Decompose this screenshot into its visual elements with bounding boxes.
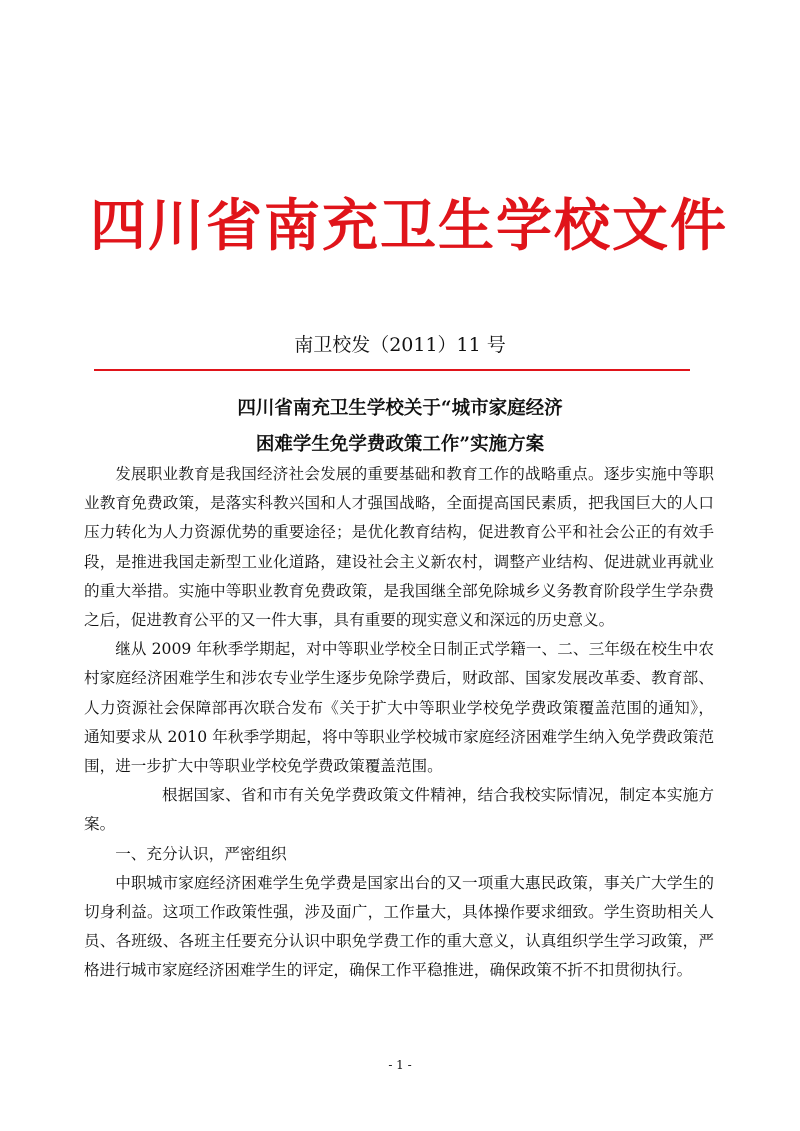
header-divider xyxy=(94,369,690,371)
subject-title-line-1: 四川省南充卫生学校关于“城市家庭经济 xyxy=(237,398,563,419)
body-paragraph-basis: 根据国家、省和市有关免学费政策文件精神，结合我校实际情况，制定本实施方案。 xyxy=(84,786,714,834)
body-paragraph-section-1: 中职城市家庭经济困难学生免学费是国家出台的又一项重大惠民政策，事关广大学生的切身利益。这项工作政策性强，涉及面广，工作量大，具体操作要求细致。学生资助相关人员、各班级、各班主任要充分认识中职免学费工作的重大意义，认真组织学生学习政策，严格进行城市家庭经济困难学生的评定，确保工作平稳推进，确保政策不折不扣贯彻执行。 xyxy=(84,873,714,980)
subject-title-line-2: 困难学生免学费政策工作”实施方案 xyxy=(255,434,545,455)
page-number: - 1 - xyxy=(388,1058,412,1072)
document-header-title: 四川省南充卫生学校文件 xyxy=(90,193,728,259)
body-paragraph-background: 继从 2009 年秋季学期起，对中等职业学校全日制正式学籍一、二、三年级在校生中农村家庭经济困难学生和涉农专业学生逐步免除学费后，财政部、国家发展改革委、教育部、人力资源社会保障部再次联合发布《关于扩大中等职业学校免学费政策覆盖范围的通知》，通知要求从 2010 年秋季学期起，将中等职业学校城市家庭经济困难学生纳入免学费政策范围，进一步扩大中等职业学校免学费政策覆盖范围。 xyxy=(84,640,714,776)
body-paragraph-intro: 发展职业教育是我国经济社会发展的重要基础和教育工作的战略重点。逐步实施中等职业教育免费政策，是落实科教兴国和人才强国战略，全面提高国民素质，把我国巨大的人口压力转化为人力资源优势的重要途径；是优化教育结构，促进教育公平和社会公正的有效手段，是推进我国走新型工业化道路，建设社会主义新农村，调整产业结构、促进就业再就业的重大举措。实施中等职业教育免费政策，是我国继全部免除城乡义务教育阶段学生学杂费之后，促进教育公平的又一件大事，具有重要的现实意义和深远的历史意义。 xyxy=(84,465,714,630)
document-body xyxy=(84,460,714,986)
document-number: 南卫校发（2011）11 号 xyxy=(294,334,506,356)
section-heading-1: 一、充分认识，严密组织 xyxy=(115,844,287,863)
